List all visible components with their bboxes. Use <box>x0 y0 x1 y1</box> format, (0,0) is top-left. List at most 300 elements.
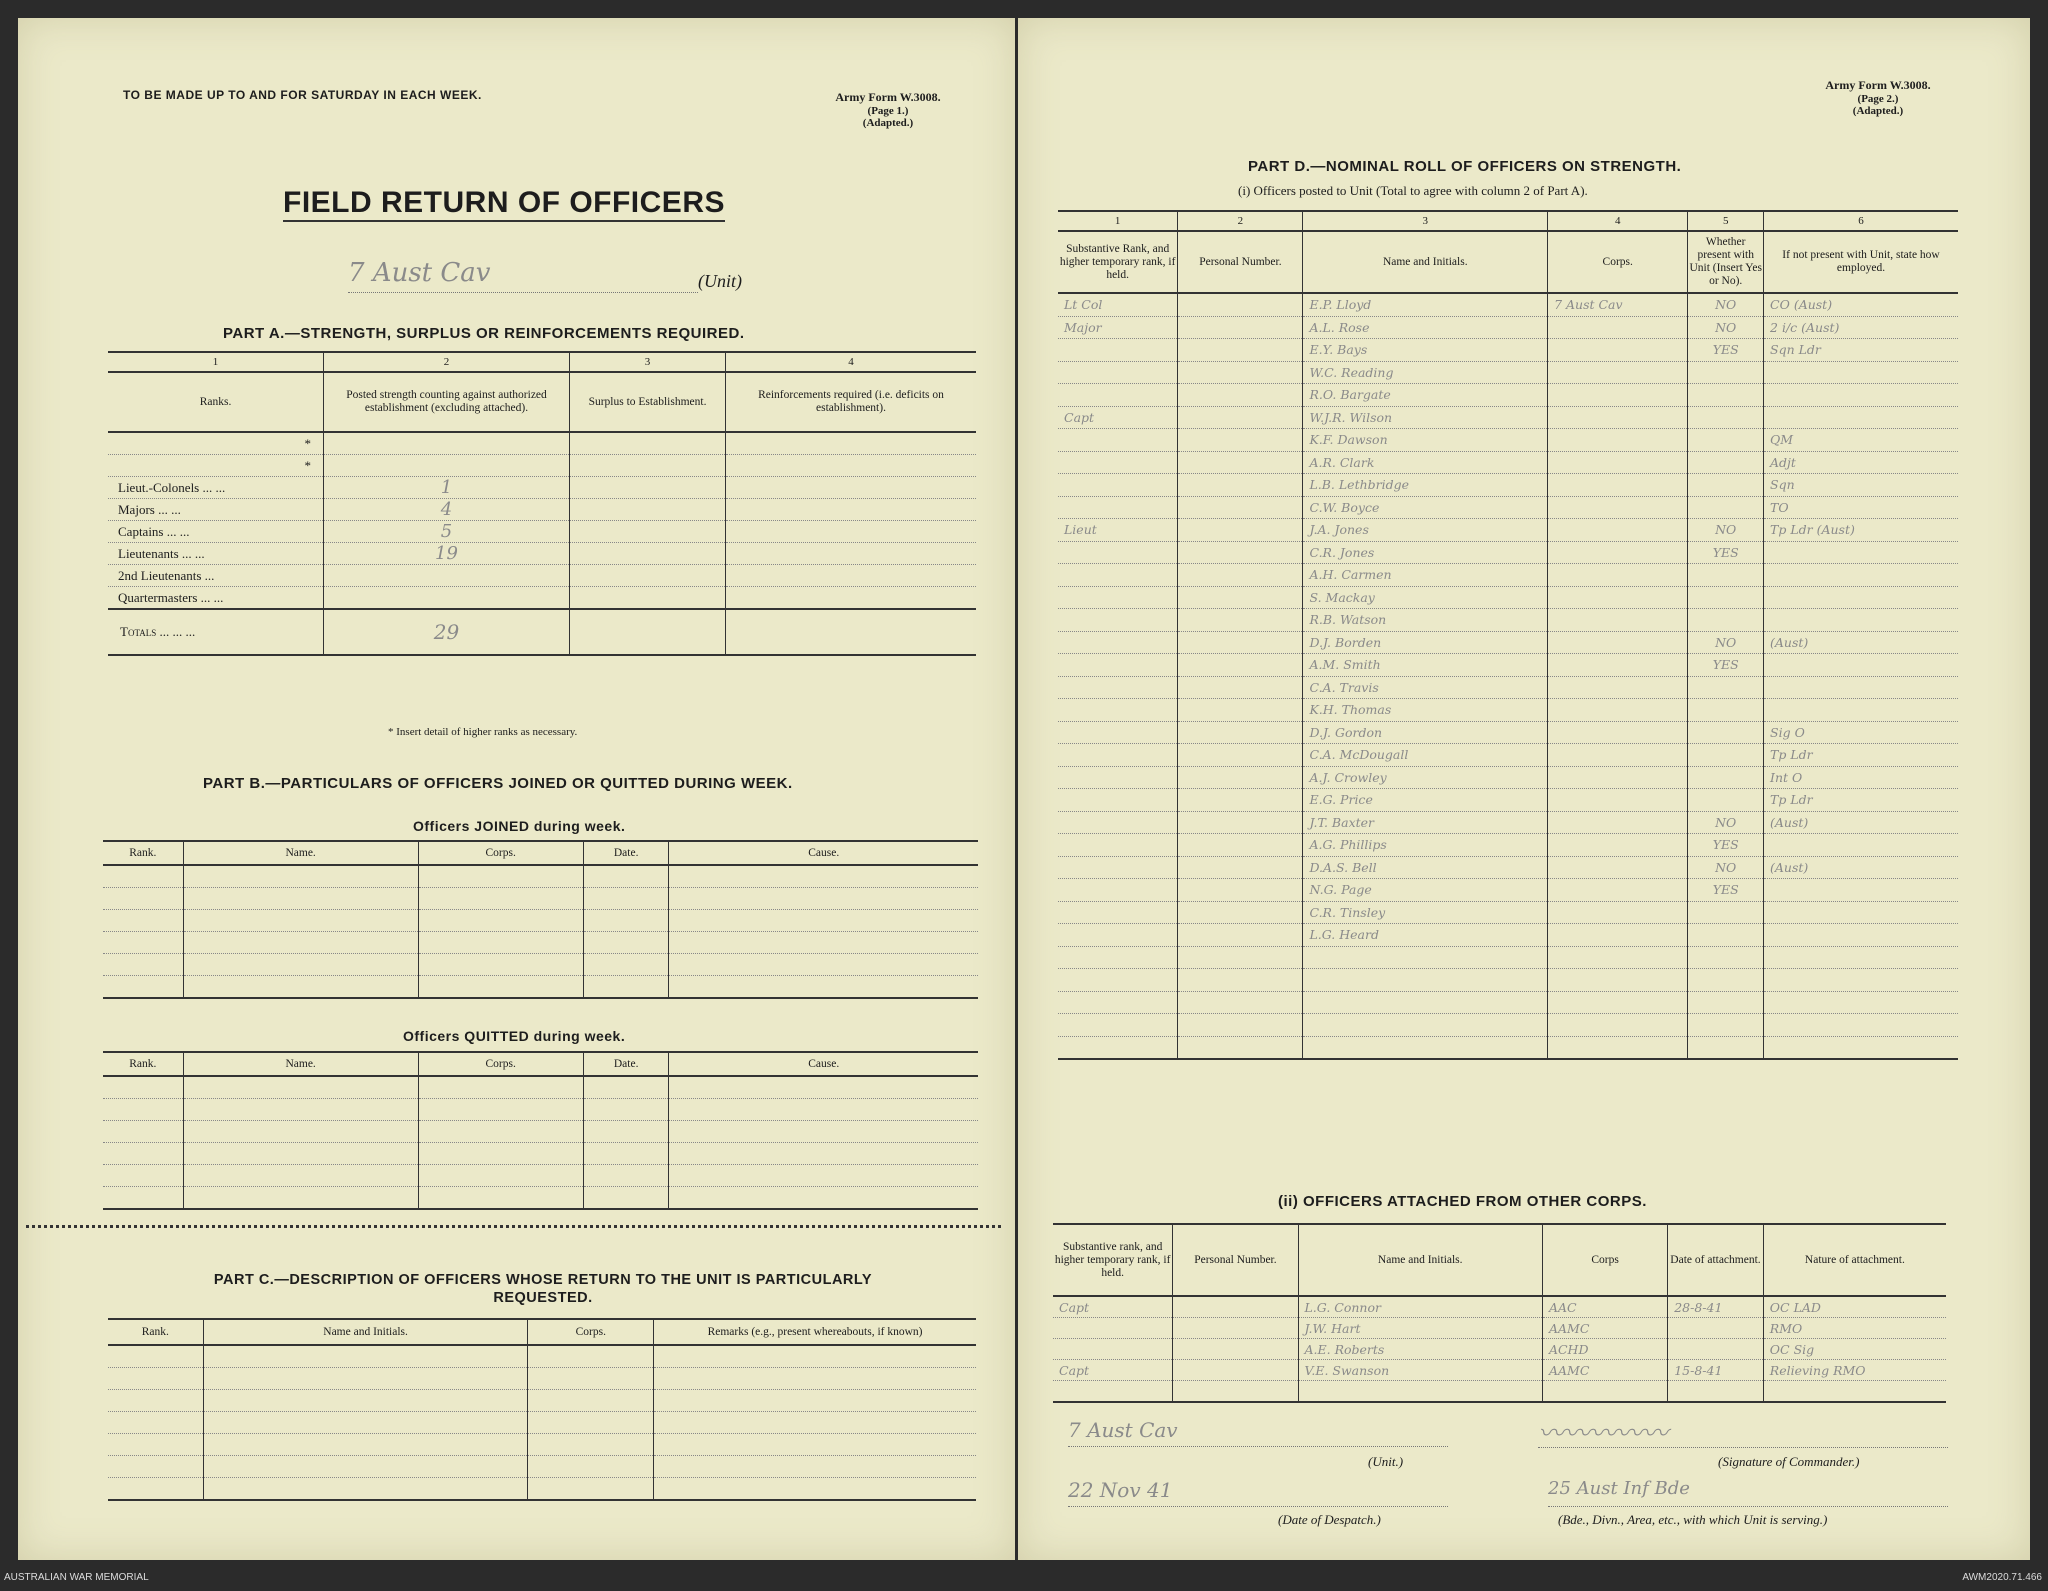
partA-row <box>108 521 976 543</box>
roll-cell: TO <box>1764 496 1958 519</box>
roll-cell <box>1688 969 1764 992</box>
partA-row <box>108 455 976 477</box>
attached-cell: Relieving RMO <box>1763 1360 1946 1381</box>
roll-row <box>1058 879 1958 902</box>
partA-table: 1 2 3 4 Ranks. Posted strength counting against authorized establishment (excluding attached). Surplus to Establishment. Reinforcements required (i.e. deficits on establishment). * * Lieut.-Colonels ... ... 1 Majors ... ... 4 Captains ... ... 5 Lieutenants ... ... 19 2nd Lieutenants ... Quartermasters ... ... Totals ... ... ... 29 <box>108 351 976 656</box>
table-cell <box>669 954 978 976</box>
roll-cell <box>1688 586 1764 609</box>
roll-cell <box>1178 519 1303 542</box>
table-cell <box>103 910 183 932</box>
col-header: Personal Number. <box>1178 231 1303 293</box>
table-cell <box>108 1390 203 1412</box>
partA-surplus <box>570 455 726 477</box>
roll-cell <box>1548 429 1688 452</box>
col-number: 3 <box>1303 211 1548 231</box>
roll-cell <box>1178 991 1303 1014</box>
attached-cell <box>1173 1318 1298 1339</box>
col-number: 6 <box>1764 211 1958 231</box>
partA-posted: 1 <box>324 477 570 499</box>
roll-cell <box>1548 721 1688 744</box>
attached-cell <box>1053 1318 1173 1339</box>
roll-cell <box>1688 361 1764 384</box>
roll-cell <box>1058 609 1178 632</box>
roll-cell: A.M. Smith <box>1303 654 1548 677</box>
roll-cell <box>1764 676 1958 699</box>
roll-row <box>1058 541 1958 564</box>
attached-cell <box>1763 1381 1946 1403</box>
totals-label: Totals ... ... ... <box>108 609 324 655</box>
roll-cell <box>1548 384 1688 407</box>
roll-cell <box>1548 316 1688 339</box>
roll-cell <box>1058 631 1178 654</box>
attached-cell: RMO <box>1763 1318 1946 1339</box>
table-cell <box>669 976 978 999</box>
partA-row <box>108 565 976 587</box>
table-cell <box>103 865 183 888</box>
roll-cell <box>1058 811 1178 834</box>
table-cell <box>583 976 669 999</box>
table-cell <box>583 1187 669 1210</box>
table-cell <box>203 1456 528 1478</box>
table-cell <box>203 1434 528 1456</box>
quitted-heading: Officers QUITTED during week. <box>403 1028 626 1044</box>
roll-cell <box>1548 901 1688 924</box>
roll-cell <box>1548 496 1688 519</box>
roll-cell <box>1178 1036 1303 1059</box>
table-row <box>108 1456 976 1478</box>
roll-cell <box>1178 586 1303 609</box>
joined-table <box>103 840 978 999</box>
table-row <box>103 954 978 976</box>
roll-cell <box>1178 1014 1303 1037</box>
roll-cell <box>1548 1014 1688 1037</box>
table-cell <box>103 954 183 976</box>
table-cell <box>203 1412 528 1434</box>
roll-cell <box>1178 406 1303 429</box>
roll-cell <box>1178 811 1303 834</box>
sig-commander-label: (Signature of Commander.) <box>1718 1454 1860 1469</box>
roll-cell <box>1058 789 1178 812</box>
table-cell <box>183 1076 418 1099</box>
roll-cell <box>1764 586 1958 609</box>
table-cell <box>418 1121 583 1143</box>
roll-cell <box>1548 339 1688 362</box>
partA-rank: * <box>108 432 324 455</box>
attached-row <box>1053 1339 1946 1360</box>
roll-cell <box>1178 609 1303 632</box>
roll-cell: D.J. Gordon <box>1303 721 1548 744</box>
roll-cell <box>1548 519 1688 542</box>
table-cell <box>183 976 418 999</box>
roll-cell <box>1548 811 1688 834</box>
roll-cell <box>1548 609 1688 632</box>
roll-cell <box>1058 946 1178 969</box>
despatch-label: (Date of Despatch.) <box>1278 1512 1381 1527</box>
col-header: Whether present with Unit (Insert Yes or No). <box>1688 231 1764 293</box>
table-cell <box>669 1187 978 1210</box>
roll-cell <box>1303 969 1548 992</box>
cut-line <box>26 1225 1001 1228</box>
roll-cell: Sqn <box>1764 474 1958 497</box>
roll-cell <box>1688 699 1764 722</box>
roll-cell <box>1058 676 1178 699</box>
partA-rank: Quartermasters ... ... <box>108 587 324 610</box>
roll-cell: E.P. Lloyd <box>1303 293 1548 316</box>
roll-cell <box>1548 654 1688 677</box>
sig-unit-value: 7 Aust Cav <box>1068 1418 1448 1447</box>
roll-cell <box>1548 541 1688 564</box>
roll-cell: L.B. Lethbridge <box>1303 474 1548 497</box>
partA-posted: 19 <box>324 543 570 565</box>
table-cell <box>669 888 978 910</box>
joined-heading: Officers JOINED during week. <box>413 818 626 834</box>
table-cell <box>669 1076 978 1099</box>
table-cell <box>418 1076 583 1099</box>
table-cell <box>183 888 418 910</box>
roll-row <box>1058 946 1958 969</box>
roll-row <box>1058 766 1958 789</box>
roll-cell <box>1058 1036 1178 1059</box>
roll-cell <box>1548 631 1688 654</box>
roll-cell <box>1178 901 1303 924</box>
col-number: 4 <box>1548 211 1688 231</box>
roll-cell <box>1548 834 1688 857</box>
partD-heading: PART D.—NOMINAL ROLL OF OFFICERS ON STRENGTH. <box>1248 158 1682 175</box>
attached-cell <box>1173 1296 1298 1318</box>
partA-posted <box>324 565 570 587</box>
roll-cell <box>1548 969 1688 992</box>
roll-cell <box>1764 991 1958 1014</box>
roll-cell <box>1178 946 1303 969</box>
roll-cell <box>1688 789 1764 812</box>
table-cell <box>583 888 669 910</box>
roll-cell <box>1058 384 1178 407</box>
roll-cell <box>1178 361 1303 384</box>
roll-cell <box>1688 924 1764 947</box>
roll-cell <box>1548 474 1688 497</box>
partA-rank: Lieutenants ... ... <box>108 543 324 565</box>
roll-cell <box>1764 924 1958 947</box>
table-cell <box>654 1456 976 1478</box>
roll-row <box>1058 834 1958 857</box>
col-header: Name and Initials. <box>203 1319 528 1345</box>
roll-cell: J.T. Baxter <box>1303 811 1548 834</box>
roll-cell: J.A. Jones <box>1303 519 1548 542</box>
table-cell <box>583 1165 669 1187</box>
table-cell <box>418 865 583 888</box>
roll-row <box>1058 924 1958 947</box>
attached-cell <box>1668 1339 1764 1360</box>
roll-row <box>1058 721 1958 744</box>
table-cell <box>669 865 978 888</box>
table-row <box>103 976 978 999</box>
roll-cell: A.H. Carmen <box>1303 564 1548 587</box>
partA-surplus <box>570 521 726 543</box>
roll-cell <box>1058 474 1178 497</box>
roll-cell <box>1764 1036 1958 1059</box>
col-number: 5 <box>1688 211 1764 231</box>
roll-cell <box>1548 676 1688 699</box>
table-cell <box>183 954 418 976</box>
attached-cell: A.E. Roberts <box>1298 1339 1542 1360</box>
roll-cell: D.J. Borden <box>1303 631 1548 654</box>
table-cell <box>108 1456 203 1478</box>
attached-row <box>1053 1381 1946 1403</box>
roll-cell <box>1764 564 1958 587</box>
table-cell <box>203 1345 528 1368</box>
partA-rank: Majors ... ... <box>108 499 324 521</box>
roll-cell <box>1688 384 1764 407</box>
table-cell <box>528 1345 654 1368</box>
table-cell <box>418 910 583 932</box>
col-header: If not present with Unit, state how employed. <box>1764 231 1958 293</box>
roll-cell <box>1178 924 1303 947</box>
roll-cell: A.J. Crowley <box>1303 766 1548 789</box>
roll-cell <box>1058 339 1178 362</box>
roll-cell <box>1178 699 1303 722</box>
table-cell <box>528 1478 654 1501</box>
roll-cell: NO <box>1688 293 1764 316</box>
roll-cell <box>1058 721 1178 744</box>
table-row <box>108 1390 976 1412</box>
attached-cell <box>1668 1318 1764 1339</box>
table-cell <box>418 976 583 999</box>
table-cell <box>583 1121 669 1143</box>
table-row <box>103 1143 978 1165</box>
page-title: FIELD RETURN OF OFFICERS <box>283 186 725 222</box>
attached-cell: L.G. Connor <box>1298 1296 1542 1318</box>
table-cell <box>528 1390 654 1412</box>
roll-row <box>1058 429 1958 452</box>
roll-cell: Sig O <box>1764 721 1958 744</box>
table-cell <box>203 1390 528 1412</box>
table-cell <box>183 1165 418 1187</box>
roll-cell <box>1303 946 1548 969</box>
unit-label: (Unit) <box>698 271 742 291</box>
table-cell <box>183 1143 418 1165</box>
roll-cell <box>1688 1014 1764 1037</box>
roll-cell <box>1178 789 1303 812</box>
roll-cell <box>1688 1036 1764 1059</box>
footer-right: AWM2020.71.466 <box>1962 1572 2042 1583</box>
roll-row <box>1058 316 1958 339</box>
roll-cell: Capt <box>1058 406 1178 429</box>
partA-footnote: * Insert detail of higher ranks as necessary. <box>388 726 578 738</box>
roll-cell: E.Y. Bays <box>1303 339 1548 362</box>
roll-cell <box>1178 293 1303 316</box>
header-instruction: TO BE MADE UP TO AND FOR SATURDAY IN EACH WEEK. <box>123 88 482 102</box>
roll-cell <box>1688 474 1764 497</box>
roll-cell: CO (Aust) <box>1764 293 1958 316</box>
table-cell <box>583 954 669 976</box>
attached-cell: AAMC <box>1542 1318 1667 1339</box>
col-header: Date. <box>583 1052 669 1076</box>
partA-rank: 2nd Lieutenants ... <box>108 565 324 587</box>
roll-row <box>1058 451 1958 474</box>
attached-cell: J.W. Hart <box>1298 1318 1542 1339</box>
roll-cell <box>1688 406 1764 429</box>
col-header: Remarks (e.g., present whereabouts, if known) <box>654 1319 976 1345</box>
table-cell <box>108 1434 203 1456</box>
roll-cell <box>1764 361 1958 384</box>
col-header: Substantive rank, and higher temporary rank, if held. <box>1053 1224 1173 1296</box>
col-header: Name and Initials. <box>1298 1224 1542 1296</box>
partA-heading: PART A.—STRENGTH, SURPLUS OR REINFORCEMENTS REQUIRED. <box>223 325 745 342</box>
roll-cell <box>1688 991 1764 1014</box>
roll-cell <box>1058 654 1178 677</box>
roll-cell: YES <box>1688 834 1764 857</box>
table-row <box>108 1478 976 1501</box>
roll-cell <box>1178 879 1303 902</box>
table-row <box>103 865 978 888</box>
roll-row <box>1058 1036 1958 1059</box>
col-header: Cause. <box>669 1052 978 1076</box>
roll-cell <box>1058 496 1178 519</box>
roll-cell: NO <box>1688 519 1764 542</box>
roll-cell <box>1178 429 1303 452</box>
roll-cell <box>1688 564 1764 587</box>
roll-cell <box>1548 879 1688 902</box>
roll-cell <box>1764 901 1958 924</box>
partA-surplus <box>570 477 726 499</box>
roll-cell: K.H. Thomas <box>1303 699 1548 722</box>
roll-cell <box>1548 564 1688 587</box>
roll-cell <box>1178 474 1303 497</box>
col-header: Corps. <box>418 841 583 865</box>
roll-row <box>1058 406 1958 429</box>
table-cell <box>108 1478 203 1501</box>
roll-cell <box>1548 586 1688 609</box>
roll-row <box>1058 744 1958 767</box>
table-cell <box>103 1187 183 1210</box>
roll-cell: C.W. Boyce <box>1303 496 1548 519</box>
roll-cell <box>1178 744 1303 767</box>
roll-cell <box>1178 541 1303 564</box>
roll-row <box>1058 384 1958 407</box>
table-cell <box>669 1165 978 1187</box>
partB-heading: PART B.—PARTICULARS OF OFFICERS JOINED OR QUITTED DURING WEEK. <box>203 775 793 792</box>
roll-cell <box>1178 676 1303 699</box>
roll-table <box>1058 210 1958 1060</box>
attached-cell <box>1668 1381 1764 1403</box>
roll-row <box>1058 631 1958 654</box>
roll-cell: Major <box>1058 316 1178 339</box>
table-cell <box>654 1390 976 1412</box>
table-row <box>108 1368 976 1390</box>
partA-posted: 4 <box>324 499 570 521</box>
partA-surplus <box>570 587 726 610</box>
roll-cell <box>1764 654 1958 677</box>
roll-cell <box>1688 766 1764 789</box>
table-cell <box>103 1165 183 1187</box>
partD-subheading: (i) Officers posted to Unit (Total to agree with column 2 of Part A). <box>1238 183 1588 198</box>
roll-cell: D.A.S. Bell <box>1303 856 1548 879</box>
table-row <box>103 932 978 954</box>
roll-cell: E.G. Price <box>1303 789 1548 812</box>
partA-surplus <box>570 543 726 565</box>
roll-cell <box>1548 406 1688 429</box>
form-id: Army Form W.3008. (Page 1.) (Adapted.) <box>835 90 941 129</box>
roll-cell: 7 Aust Cav <box>1548 293 1688 316</box>
table-cell <box>103 1076 183 1099</box>
partA-reinforcements <box>726 499 977 521</box>
roll-row <box>1058 564 1958 587</box>
roll-cell <box>1058 901 1178 924</box>
table-cell <box>528 1368 654 1390</box>
attached-cell: OC LAD <box>1763 1296 1946 1318</box>
roll-cell: Lieut <box>1058 519 1178 542</box>
table-cell <box>183 910 418 932</box>
roll-cell <box>1548 789 1688 812</box>
sig-unit-label: (Unit.) <box>1368 1454 1404 1469</box>
col-header: Substantive Rank, and higher temporary rank, if held. <box>1058 231 1178 293</box>
table-cell <box>418 888 583 910</box>
table-cell <box>583 910 669 932</box>
col-header: Nature of attachment. <box>1763 1224 1946 1296</box>
attached-table <box>1053 1223 1946 1403</box>
roll-cell: A.R. Clark <box>1303 451 1548 474</box>
col-header: Rank. <box>103 841 183 865</box>
roll-row <box>1058 1014 1958 1037</box>
attached-row <box>1053 1360 1946 1381</box>
roll-cell <box>1178 766 1303 789</box>
bde-label: (Bde., Divn., Area, etc., with which Unit is serving.) <box>1558 1512 1828 1527</box>
roll-cell: K.F. Dawson <box>1303 429 1548 452</box>
roll-cell <box>1058 924 1178 947</box>
roll-row <box>1058 789 1958 812</box>
roll-row <box>1058 496 1958 519</box>
table-cell <box>183 865 418 888</box>
roll-row <box>1058 676 1958 699</box>
table-cell <box>183 1121 418 1143</box>
attached-cell: AAC <box>1542 1296 1667 1318</box>
table-cell <box>203 1368 528 1390</box>
table-cell <box>183 1187 418 1210</box>
table-row <box>103 1121 978 1143</box>
table-cell <box>583 1099 669 1121</box>
roll-row <box>1058 339 1958 362</box>
roll-cell <box>1178 564 1303 587</box>
roll-row <box>1058 991 1958 1014</box>
quitted-table <box>103 1051 978 1210</box>
roll-cell <box>1178 631 1303 654</box>
roll-cell <box>1058 744 1178 767</box>
table-cell <box>418 954 583 976</box>
roll-row <box>1058 901 1958 924</box>
table-cell <box>669 932 978 954</box>
roll-cell: Tp Ldr (Aust) <box>1764 519 1958 542</box>
roll-cell: Adjt <box>1764 451 1958 474</box>
bde-value: 25 Aust Inf Bde <box>1548 1478 1948 1507</box>
roll-cell <box>1688 744 1764 767</box>
roll-cell <box>1058 834 1178 857</box>
table-cell <box>669 1099 978 1121</box>
table-cell <box>669 1143 978 1165</box>
attached-cell <box>1298 1381 1542 1403</box>
roll-cell: YES <box>1688 339 1764 362</box>
roll-cell <box>1058 879 1178 902</box>
roll-cell <box>1548 766 1688 789</box>
partA-row <box>108 432 976 455</box>
roll-cell <box>1178 856 1303 879</box>
table-cell <box>108 1368 203 1390</box>
roll-cell <box>1058 699 1178 722</box>
roll-cell: YES <box>1688 654 1764 677</box>
roll-cell <box>1548 991 1688 1014</box>
roll-cell: Tp Ldr <box>1764 744 1958 767</box>
table-cell <box>654 1434 976 1456</box>
col-header: Corps. <box>418 1052 583 1076</box>
